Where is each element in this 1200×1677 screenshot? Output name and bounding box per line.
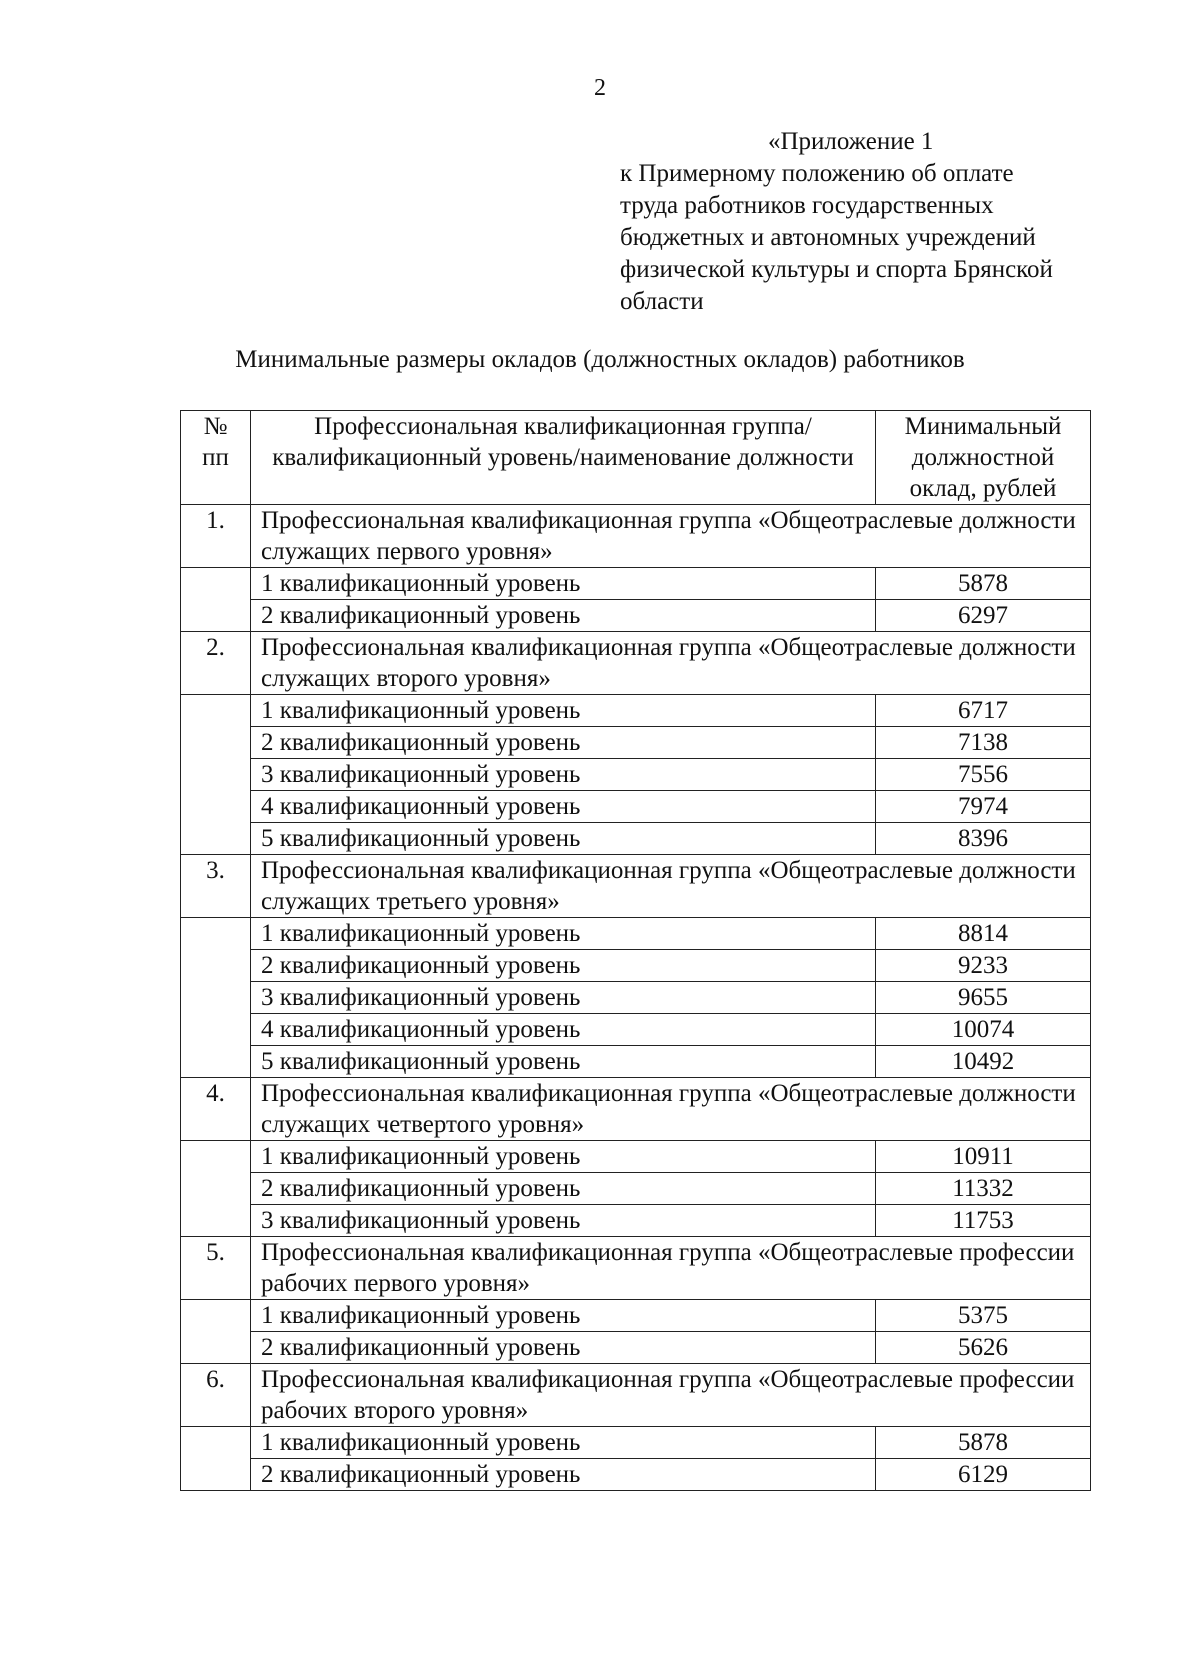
level-salary: 8814 <box>876 918 1091 950</box>
level-name: 2 квалификационный уровень <box>251 600 876 632</box>
group-title: Профессиональная квалификационная группа «Общеотраслевые должности служащих третьего уровня» <box>251 855 1091 918</box>
level-row <box>181 1300 1091 1332</box>
group-number: 6. <box>181 1364 251 1427</box>
level-name: 2 квалификационный уровень <box>251 1332 876 1364</box>
group-row <box>181 1237 1091 1300</box>
level-name: 1 квалификационный уровень <box>251 1427 876 1459</box>
level-row <box>181 823 1091 855</box>
group-number: 1. <box>181 505 251 568</box>
level-salary: 10074 <box>876 1014 1091 1046</box>
group-row <box>181 632 1091 695</box>
level-salary: 5878 <box>876 568 1091 600</box>
appendix-line: труда работников государственных <box>620 192 994 219</box>
page-number: 2 <box>594 75 606 101</box>
level-row <box>181 1046 1091 1078</box>
level-name: 2 квалификационный уровень <box>251 950 876 982</box>
level-row <box>181 918 1091 950</box>
level-row <box>181 1332 1091 1364</box>
level-name: 4 квалификационный уровень <box>251 1014 876 1046</box>
level-salary: 7138 <box>876 727 1091 759</box>
level-name: 4 квалификационный уровень <box>251 791 876 823</box>
level-name: 2 квалификационный уровень <box>251 1173 876 1205</box>
level-row <box>181 600 1091 632</box>
empty-number-cell <box>181 1427 251 1491</box>
level-name: 1 квалификационный уровень <box>251 568 876 600</box>
level-row <box>181 727 1091 759</box>
group-row <box>181 1078 1091 1141</box>
appendix-line: области <box>620 288 704 315</box>
empty-number-cell <box>181 568 251 632</box>
salary-table <box>180 410 1091 1491</box>
level-row <box>181 982 1091 1014</box>
group-number: 3. <box>181 855 251 918</box>
level-salary: 10911 <box>876 1141 1091 1173</box>
level-row <box>181 1205 1091 1237</box>
appendix-title: «Приложение 1 <box>768 128 934 155</box>
group-number: 5. <box>181 1237 251 1300</box>
empty-number-cell <box>181 1141 251 1237</box>
level-salary: 11753 <box>876 1205 1091 1237</box>
level-name: 1 квалификационный уровень <box>251 1141 876 1173</box>
level-name: 1 квалификационный уровень <box>251 918 876 950</box>
level-row <box>181 568 1091 600</box>
level-salary: 6129 <box>876 1459 1091 1491</box>
level-name: 3 квалификационный уровень <box>251 982 876 1014</box>
group-number: 2. <box>181 632 251 695</box>
level-salary: 11332 <box>876 1173 1091 1205</box>
level-name: 2 квалификационный уровень <box>251 1459 876 1491</box>
level-salary: 7974 <box>876 791 1091 823</box>
group-title: Профессиональная квалификационная группа «Общеотраслевые должности служащих второго уровня» <box>251 632 1091 695</box>
level-salary: 7556 <box>876 759 1091 791</box>
table-header-row <box>181 411 1091 505</box>
level-row <box>181 1141 1091 1173</box>
level-row <box>181 695 1091 727</box>
group-number: 4. <box>181 1078 251 1141</box>
level-salary: 9233 <box>876 950 1091 982</box>
level-salary: 9655 <box>876 982 1091 1014</box>
table-body <box>181 505 1091 1491</box>
level-name: 2 квалификационный уровень <box>251 727 876 759</box>
level-salary: 8396 <box>876 823 1091 855</box>
level-salary: 6717 <box>876 695 1091 727</box>
level-name: 3 квалификационный уровень <box>251 759 876 791</box>
header-name: Профессиональная квалификационная группа/квалификационный уровень/наименование должности <box>251 411 876 505</box>
empty-number-cell <box>181 1300 251 1364</box>
level-name: 3 квалификационный уровень <box>251 1205 876 1237</box>
group-row <box>181 1364 1091 1427</box>
appendix-line: физической культуры и спорта Брянской <box>620 256 1053 283</box>
appendix-block <box>620 126 1180 318</box>
level-name: 1 квалификационный уровень <box>251 695 876 727</box>
level-salary: 6297 <box>876 600 1091 632</box>
appendix-line: к Примерному положению об оплате <box>620 160 1014 187</box>
group-row <box>181 505 1091 568</box>
level-row <box>181 791 1091 823</box>
level-salary: 10492 <box>876 1046 1091 1078</box>
level-row <box>181 1014 1091 1046</box>
level-name: 1 квалификационный уровень <box>251 1300 876 1332</box>
level-salary: 5375 <box>876 1300 1091 1332</box>
empty-number-cell <box>181 695 251 855</box>
header-salary: Минимальный должностной оклад, рублей <box>876 411 1091 505</box>
level-name: 5 квалификационный уровень <box>251 823 876 855</box>
level-salary: 5626 <box>876 1332 1091 1364</box>
empty-number-cell <box>181 918 251 1078</box>
group-title: Профессиональная квалификационная группа «Общеотраслевые профессии рабочих второго уровня» <box>251 1364 1091 1427</box>
group-title: Профессиональная квалификационная группа «Общеотраслевые должности служащих первого уровня» <box>251 505 1091 568</box>
level-row <box>181 950 1091 982</box>
level-salary: 5878 <box>876 1427 1091 1459</box>
level-row <box>181 1427 1091 1459</box>
document-heading: Минимальные размеры окладов (должностных окладов) работников <box>235 346 965 373</box>
level-name: 5 квалификационный уровень <box>251 1046 876 1078</box>
group-row <box>181 855 1091 918</box>
group-title: Профессиональная квалификационная группа «Общеотраслевые профессии рабочих первого уровня» <box>251 1237 1091 1300</box>
level-row <box>181 1173 1091 1205</box>
appendix-line: бюджетных и автономных учреждений <box>620 224 1036 251</box>
group-title: Профессиональная квалификационная группа «Общеотраслевые должности служащих четвертого уровня» <box>251 1078 1091 1141</box>
level-row <box>181 1459 1091 1491</box>
level-row <box>181 759 1091 791</box>
header-number: № пп <box>181 411 251 505</box>
